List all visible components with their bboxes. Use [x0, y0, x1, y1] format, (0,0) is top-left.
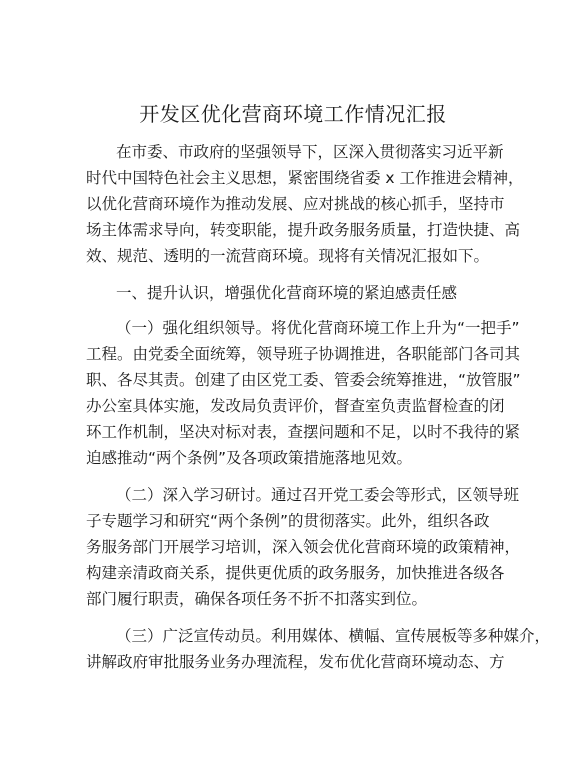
body-line: （二）深入学习研讨。通过召开党工委会等形式，区领导班 — [116, 486, 520, 504]
document-title: 开发区优化营商环境工作情况汇报 — [139, 102, 447, 126]
body-line: 时代中国特色社会主义思想，紧密围绕省委 x 工作推进会精神， — [86, 169, 524, 187]
body-line: 部门履行职责，确保各项任务不折不扣落实到位。 — [86, 590, 428, 608]
body-line: 以优化营商环境作为推动发展、应对挑战的核心抓手，坚持市 — [86, 195, 505, 213]
body-line: （三）广泛宣传动员。利用媒体、横幅、宣传展板等多种媒介， — [116, 627, 551, 645]
body-line: （一）强化组织领导。将优化营商环境工作上升为“一把手” — [116, 319, 520, 337]
body-line: 子专题学习和研究“两个条例”的贯彻落实。此外，组织各政 — [86, 512, 490, 530]
section-heading: 一、提升认识，增强优化营商环境的紧迫感责任感 — [116, 284, 458, 302]
body-line: 讲解政府审批服务业务办理流程，发布优化营商环境动态、方 — [86, 653, 505, 671]
body-line: 环工作机制，坚决对标对表，查摆问题和不足，以时不我待的紧 — [86, 423, 521, 441]
body-line: 在市委、市政府的坚强领导下，区深入贯彻落实习近平新 — [116, 143, 504, 161]
body-line: 务服务部门开展学习培训，深入领会优化营商环境的政策精神， — [86, 538, 521, 556]
body-line: 效、规范、透明的一流营商环境。现将有关情况汇报如下。 — [86, 247, 490, 265]
body-line: 构建亲清政商关系，提供更优质的政务服务，加快推进各级各 — [86, 564, 505, 582]
body-line: 办公室具体实施，发改局负责评价，督查室负责监督检查的闭 — [86, 397, 505, 415]
body-line: 工程。由党委全面统筹，领导班子协调推进，各职能部门各司其 — [86, 345, 521, 363]
body-line: 迫感推动“两个条例”及各项政策措施落地见效。 — [86, 449, 413, 467]
body-line: 场主体需求导向，转变职能，提升政务服务质量，打造快捷、高 — [86, 221, 521, 239]
body-line: 职、各尽其责。创建了由区党工委、管委会统筹推进，“放管服” — [86, 371, 521, 389]
